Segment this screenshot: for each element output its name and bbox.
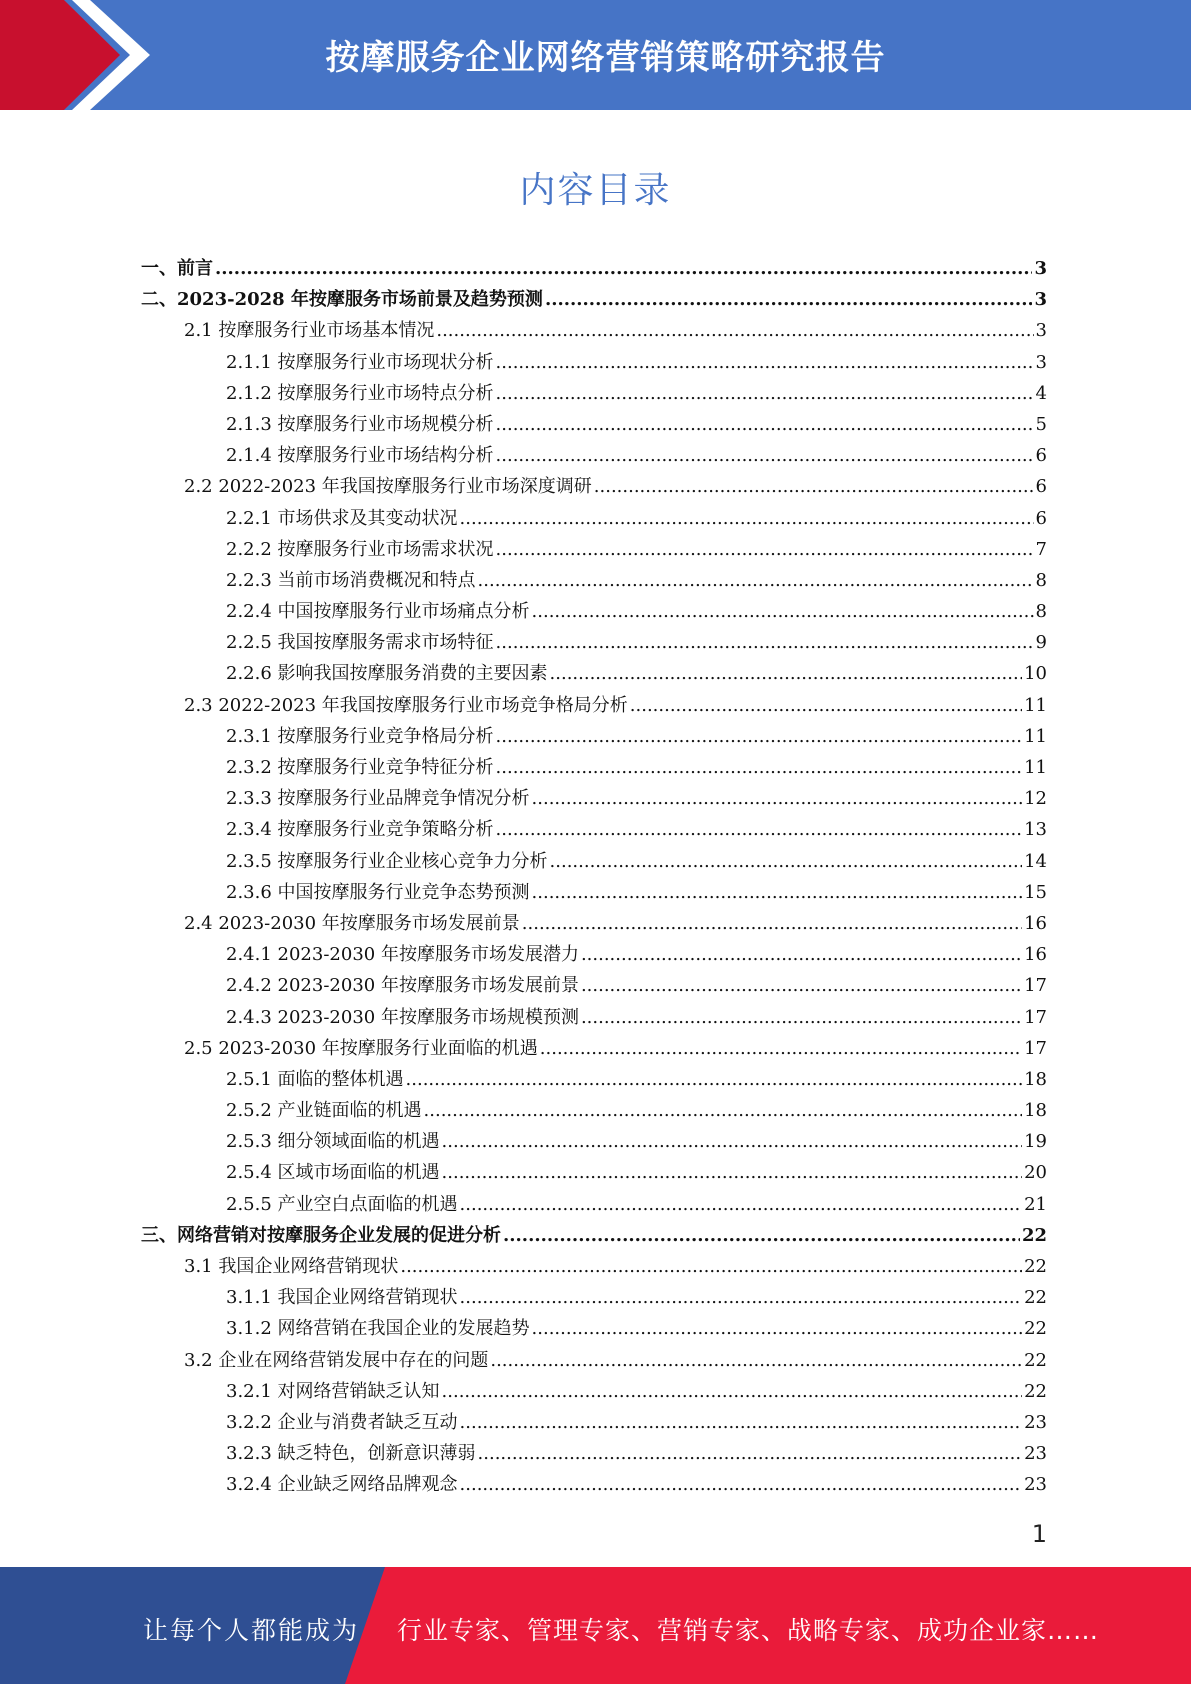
- toc-entry[interactable]: [141, 1313, 1047, 1344]
- toc-entry-title: 3.2.3 缺乏特色，创新意识薄弱: [226, 1443, 476, 1465]
- toc-entry-page: 13: [1024, 819, 1047, 841]
- dot-leader: [460, 1407, 1023, 1438]
- dot-leader: [215, 253, 1032, 284]
- toc-entry-page: 22: [1024, 1318, 1047, 1340]
- toc-entry-title: 2.5.4 区域市场面临的机遇: [226, 1162, 440, 1184]
- toc-entry-page: 7: [1035, 538, 1047, 560]
- toc-entry-page: 3: [1035, 351, 1047, 373]
- toc-entry-page: 16: [1024, 912, 1047, 934]
- toc-entry[interactable]: [141, 658, 1047, 689]
- dot-leader: [581, 970, 1022, 1001]
- toc-entry-title: 2.2.5 我国按摩服务需求市场特征: [226, 632, 494, 654]
- toc-entry-page: 4: [1035, 382, 1047, 404]
- toc-entry-page: 22: [1024, 1256, 1047, 1277]
- dot-leader: [460, 1189, 1023, 1220]
- toc-entry-title: 2.1.2 按摩服务行业市场特点分析: [226, 382, 494, 404]
- toc-entry-page: 22: [1024, 1380, 1047, 1402]
- toc-entry[interactable]: [141, 1376, 1047, 1407]
- toc-entry-title: 2.3.4 按摩服务行业竞争策略分析: [226, 819, 494, 841]
- toc-entry-title: 2.5.5 产业空白点面临的机遇: [226, 1193, 458, 1215]
- toc-entry-title: 2.5.2 产业链面临的机遇: [226, 1100, 422, 1122]
- dot-leader: [496, 534, 1034, 565]
- dot-leader: [496, 752, 1023, 783]
- dot-leader: [442, 1126, 1023, 1157]
- toc-entry-title: 2.2.3 当前市场消费概况和特点: [226, 569, 476, 591]
- toc-entry-title: 2.4.3 2023-2030 年按摩服务市场规模预测: [226, 1006, 579, 1028]
- toc-heading: 内容目录: [519, 170, 672, 211]
- dot-leader: [478, 1438, 1023, 1469]
- toc-entry-page: 11: [1024, 725, 1047, 747]
- dot-leader: [424, 1095, 1023, 1126]
- toc-entry[interactable]: [141, 1189, 1047, 1220]
- dot-leader: [442, 1376, 1023, 1407]
- table-of-contents: [141, 253, 1047, 1501]
- toc-entry[interactable]: [141, 503, 1047, 534]
- toc-entry[interactable]: [141, 752, 1047, 783]
- toc-entry[interactable]: [141, 1282, 1047, 1313]
- toc-entry-title: 2.5.3 细分领域面临的机遇: [226, 1131, 440, 1153]
- toc-entry-title: 3.2.2 企业与消费者缺乏互动: [226, 1411, 458, 1433]
- toc-entry-page: 18: [1024, 1100, 1047, 1122]
- toc-entry-title: 一、前言: [141, 258, 213, 279]
- toc-entry[interactable]: [141, 284, 1047, 315]
- toc-entry[interactable]: [141, 939, 1047, 970]
- toc-entry-page: 6: [1035, 507, 1047, 529]
- toc-entry[interactable]: [141, 1033, 1047, 1064]
- toc-entry[interactable]: [141, 1002, 1047, 1033]
- toc-entry-title: 2.4 2023-2030 年按摩服务市场发展前景: [184, 912, 520, 934]
- dot-leader: [503, 1220, 1020, 1251]
- toc-entry-page: 18: [1024, 1068, 1047, 1090]
- toc-entry-page: 17: [1024, 1037, 1047, 1059]
- toc-entry[interactable]: [141, 877, 1047, 908]
- dot-leader: [532, 877, 1023, 908]
- toc-entry-page: 3: [1034, 258, 1047, 279]
- toc-entry-page: 5: [1035, 413, 1047, 435]
- dot-leader: [400, 1251, 1022, 1282]
- toc-entry-page: 10: [1024, 663, 1047, 685]
- dot-leader: [496, 409, 1034, 440]
- dot-leader: [496, 378, 1034, 409]
- dot-leader: [442, 1157, 1023, 1188]
- toc-entry-title: 2.2.2 按摩服务行业市场需求状况: [226, 538, 494, 560]
- toc-entry[interactable]: [141, 970, 1047, 1001]
- toc-entry-page: 20: [1024, 1162, 1047, 1184]
- toc-entry-page: 23: [1024, 1443, 1047, 1465]
- dot-leader: [496, 721, 1023, 752]
- dot-leader: [550, 658, 1023, 689]
- toc-entry-title: 二、2023-2028 年按摩服务市场前景及趋势预测: [141, 289, 543, 311]
- toc-entry-title: 2.5 2023-2030 年按摩服务行业面临的机遇: [184, 1037, 538, 1059]
- footer-slogan-right: 行业专家、管理专家、营销专家、战略专家、成功企业家……: [397, 1616, 1100, 1645]
- toc-entry-page: 15: [1024, 881, 1047, 903]
- dot-leader: [545, 284, 1033, 315]
- toc-entry-title: 2.2.4 中国按摩服务行业市场痛点分析: [226, 601, 530, 623]
- toc-entry[interactable]: [141, 440, 1047, 471]
- dot-leader: [581, 939, 1022, 970]
- toc-entry-title: 3.1 我国企业网络营销现状: [184, 1256, 399, 1277]
- dot-leader: [550, 846, 1023, 877]
- toc-entry[interactable]: [141, 471, 1047, 502]
- dot-leader: [490, 1345, 1022, 1376]
- toc-entry[interactable]: [141, 1251, 1047, 1282]
- header-banner: [0, 0, 1191, 110]
- dot-leader: [630, 690, 1022, 721]
- toc-entry[interactable]: [141, 409, 1047, 440]
- toc-entry[interactable]: [141, 783, 1047, 814]
- toc-entry[interactable]: [141, 1469, 1047, 1500]
- toc-entry-page: 8: [1035, 569, 1047, 591]
- toc-entry-page: 21: [1024, 1193, 1047, 1215]
- toc-entry-title: 2.1.1 按摩服务行业市场现状分析: [226, 351, 494, 373]
- toc-entry-page: 3: [1034, 289, 1047, 311]
- toc-entry-title: 3.2.1 对网络营销缺乏认知: [226, 1380, 440, 1402]
- toc-entry-page: 14: [1024, 850, 1047, 872]
- toc-entry-page: 17: [1024, 1006, 1047, 1028]
- toc-entry-title: 2.5.1 面临的整体机遇: [226, 1068, 404, 1090]
- toc-entry[interactable]: [141, 846, 1047, 877]
- toc-entry[interactable]: [141, 253, 1047, 284]
- toc-entry-title: 2.2 2022-2023 年我国按摩服务行业市场深度调研: [184, 476, 592, 498]
- dot-leader: [406, 1064, 1023, 1095]
- toc-entry-title: 2.3.6 中国按摩服务行业竞争态势预测: [226, 881, 530, 903]
- dot-leader: [594, 471, 1034, 502]
- toc-entry[interactable]: [141, 1438, 1047, 1469]
- toc-entry-title: 2.3.2 按摩服务行业竞争特征分析: [226, 757, 494, 778]
- dot-leader: [532, 1313, 1023, 1344]
- toc-entry-page: 11: [1024, 694, 1047, 716]
- dot-leader: [522, 908, 1022, 939]
- toc-entry-page: 23: [1024, 1411, 1047, 1433]
- toc-entry-page: 9: [1035, 632, 1047, 654]
- toc-entry[interactable]: [141, 1095, 1047, 1126]
- toc-entry-page: 12: [1024, 788, 1047, 810]
- toc-entry-title: 2.1 按摩服务行业市场基本情况: [184, 320, 435, 342]
- toc-entry-page: 22: [1024, 1287, 1047, 1309]
- footer-slogan-left: 让每个人都能成为: [143, 1616, 360, 1645]
- dot-leader: [496, 347, 1034, 378]
- toc-entry-title: 2.4.2 2023-2030 年按摩服务市场发展前景: [226, 975, 579, 997]
- toc-entry-page: 22: [1021, 1224, 1047, 1246]
- dot-leader: [496, 627, 1034, 658]
- page-number: 1: [1031, 1520, 1047, 1548]
- toc-entry[interactable]: [141, 596, 1047, 627]
- dot-leader: [496, 814, 1023, 845]
- toc-entry[interactable]: [141, 1345, 1047, 1376]
- toc-entry[interactable]: [141, 1157, 1047, 1188]
- toc-entry[interactable]: [141, 1126, 1047, 1157]
- toc-entry-title: 三、网络营销对按摩服务企业发展的促进分析: [141, 1224, 501, 1246]
- dot-leader: [581, 1002, 1022, 1033]
- toc-entry-page: 6: [1035, 476, 1047, 498]
- toc-entry-page: 19: [1024, 1131, 1047, 1153]
- toc-entry-page: 17: [1024, 975, 1047, 997]
- toc-entry-title: 2.3 2022-2023 年我国按摩服务行业市场竞争格局分析: [184, 694, 628, 716]
- toc-entry-page: 11: [1024, 757, 1047, 778]
- toc-entry[interactable]: [141, 565, 1047, 596]
- toc-entry[interactable]: [141, 347, 1047, 378]
- dot-leader: [460, 1469, 1023, 1500]
- toc-entry-title: 3.1.1 我国企业网络营销现状: [226, 1287, 458, 1309]
- toc-entry-page: 16: [1024, 944, 1047, 966]
- toc-entry-title: 2.3.5 按摩服务行业企业核心竞争力分析: [226, 850, 548, 872]
- toc-entry-title: 3.2.4 企业缺乏网络品牌观念: [226, 1474, 458, 1496]
- toc-entry-title: 2.3.1 按摩服务行业竞争格局分析: [226, 725, 494, 747]
- toc-entry[interactable]: [141, 534, 1047, 565]
- dot-leader: [460, 1282, 1023, 1313]
- toc-entry-page: 8: [1035, 601, 1047, 623]
- toc-entry[interactable]: [141, 378, 1047, 409]
- dot-leader: [532, 783, 1023, 814]
- dot-leader: [436, 315, 1033, 346]
- toc-entry[interactable]: [141, 627, 1047, 658]
- toc-entry[interactable]: [141, 1407, 1047, 1438]
- footer-banner: [0, 1567, 1191, 1684]
- toc-entry-title: 3.1.2 网络营销在我国企业的发展趋势: [226, 1318, 530, 1340]
- toc-entry-title: 2.2.1 市场供求及其变动状况: [226, 507, 458, 529]
- toc-entry-page: 22: [1024, 1349, 1047, 1371]
- toc-entry-page: 3: [1035, 320, 1047, 342]
- toc-entry-title: 2.2.6 影响我国按摩服务消费的主要因素: [226, 663, 548, 685]
- dot-leader: [496, 440, 1034, 471]
- toc-entry[interactable]: [141, 814, 1047, 845]
- toc-entry-title: 2.3.3 按摩服务行业品牌竞争情况分析: [226, 788, 530, 810]
- toc-entry-page: 23: [1024, 1474, 1047, 1496]
- toc-entry-title: 3.2 企业在网络营销发展中存在的问题: [184, 1349, 489, 1371]
- toc-entry[interactable]: [141, 1220, 1047, 1251]
- toc-entry-title: 2.4.1 2023-2030 年按摩服务市场发展潜力: [226, 944, 579, 966]
- dot-leader: [532, 596, 1034, 627]
- toc-entry[interactable]: [141, 315, 1047, 346]
- toc-entry-page: 6: [1035, 445, 1047, 467]
- dot-leader: [478, 565, 1034, 596]
- toc-entry[interactable]: [141, 1064, 1047, 1095]
- toc-entry[interactable]: [141, 690, 1047, 721]
- toc-entry-title: 2.1.4 按摩服务行业市场结构分析: [226, 445, 494, 467]
- dot-leader: [540, 1033, 1022, 1064]
- toc-entry-title: 2.1.3 按摩服务行业市场规模分析: [226, 413, 494, 435]
- toc-entry[interactable]: [141, 721, 1047, 752]
- toc-entry[interactable]: [141, 908, 1047, 939]
- report-title: 按摩服务企业网络营销策略研究报告: [325, 38, 886, 78]
- dot-leader: [460, 503, 1034, 534]
